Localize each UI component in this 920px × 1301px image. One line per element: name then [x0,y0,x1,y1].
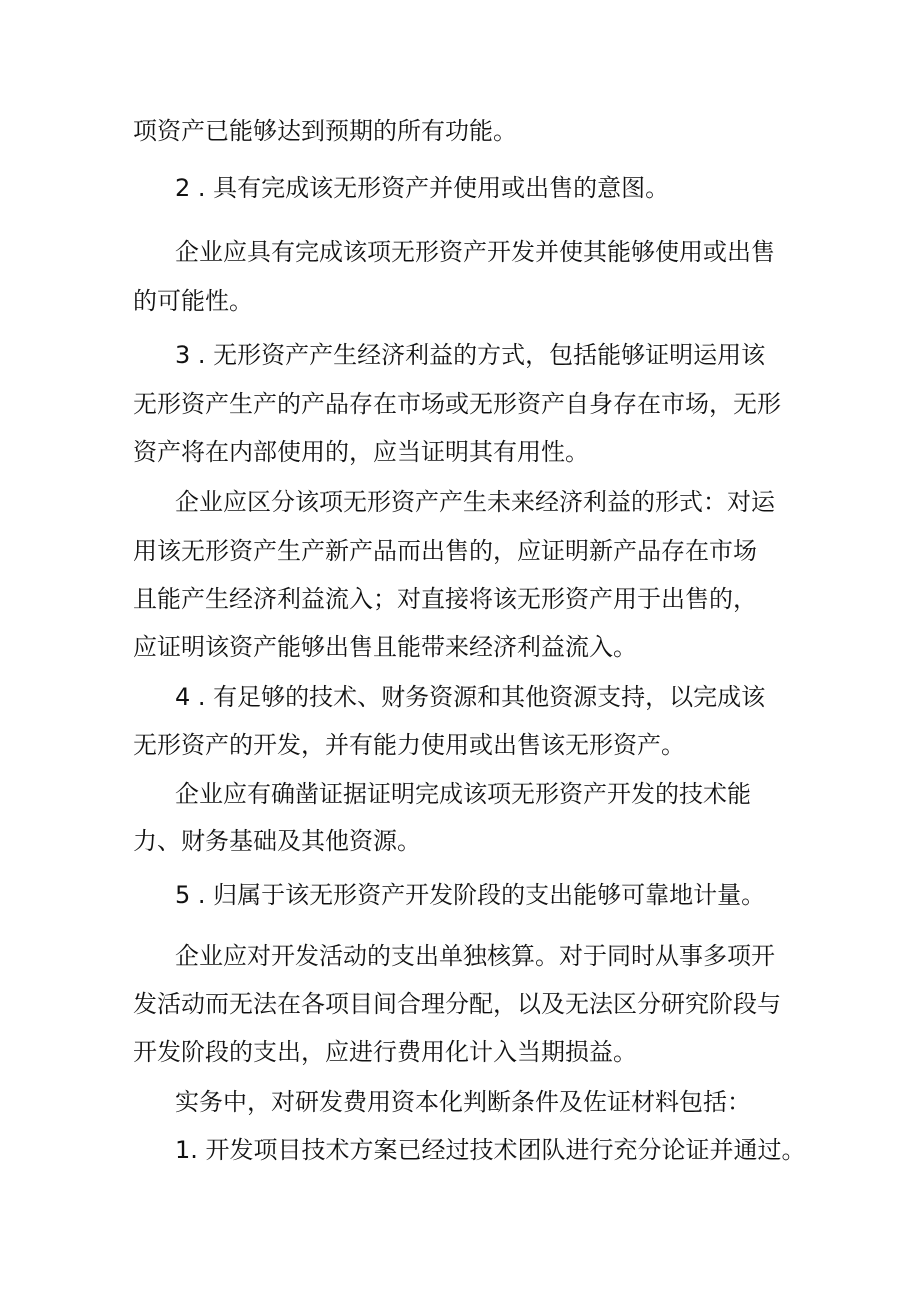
text-line: 开发阶段的支出，应进行费用化计入当期损益。 [133,1038,637,1066]
text-line: 项资产已能够达到预期的所有功能。 [133,117,517,145]
numbered-item-4: 4 . 有足够的技术、财务资源和其他资源支持，以完成该 [175,683,766,711]
numbered-item-5: 5 . 归属于该无形资产开发阶段的支出能够可靠地计量。 [175,881,766,909]
text-line: 无形资产的开发，并有能力使用或出售该无形资产。 [133,731,685,759]
text-line: 企业应有确凿证据证明完成该项无形资产开发的技术能 [175,780,751,808]
text-line: 实务中，对研发费用资本化判断条件及佐证材料包括： [175,1088,751,1116]
text-line: 应证明该资产能够出售且能带来经济利益流入。 [133,633,637,661]
text-line: 用该无形资产生产新产品而出售的，应证明新产品存在市场 [133,537,757,565]
text-line: 企业应具有完成该项无形资产开发并使其能够使用或出售 [175,238,775,266]
numbered-item-3: 3 . 无形资产产生经济利益的方式，包括能够证明运用该 [175,341,766,369]
text-line: 无形资产生产的产品存在市场或无形资产自身存在市场，无形 [133,390,781,418]
text-line: 力、财务基础及其他资源。 [133,827,421,855]
text-line: 企业应对开发活动的支出单独核算。对于同时从事多项开 [175,942,775,970]
text-line: 的可能性。 [133,287,253,315]
numbered-item-2: 2 . 具有完成该无形资产并使用或出售的意图。 [175,174,670,202]
text-line: 发活动而无法在各项目间合理分配，以及无法区分研究阶段与 [133,990,781,1018]
text-line: 且能产生经济利益流入；对直接将该无形资产用于出售的， [133,585,757,613]
text-line: 企业应区分该项无形资产产生未来经济利益的形式：对运 [175,488,775,516]
list-item-1: 1. 开发项目技术方案已经过技术团队进行充分论证并通过。 [175,1136,806,1164]
text-line: 资产将在内部使用的，应当证明其有用性。 [133,438,589,466]
